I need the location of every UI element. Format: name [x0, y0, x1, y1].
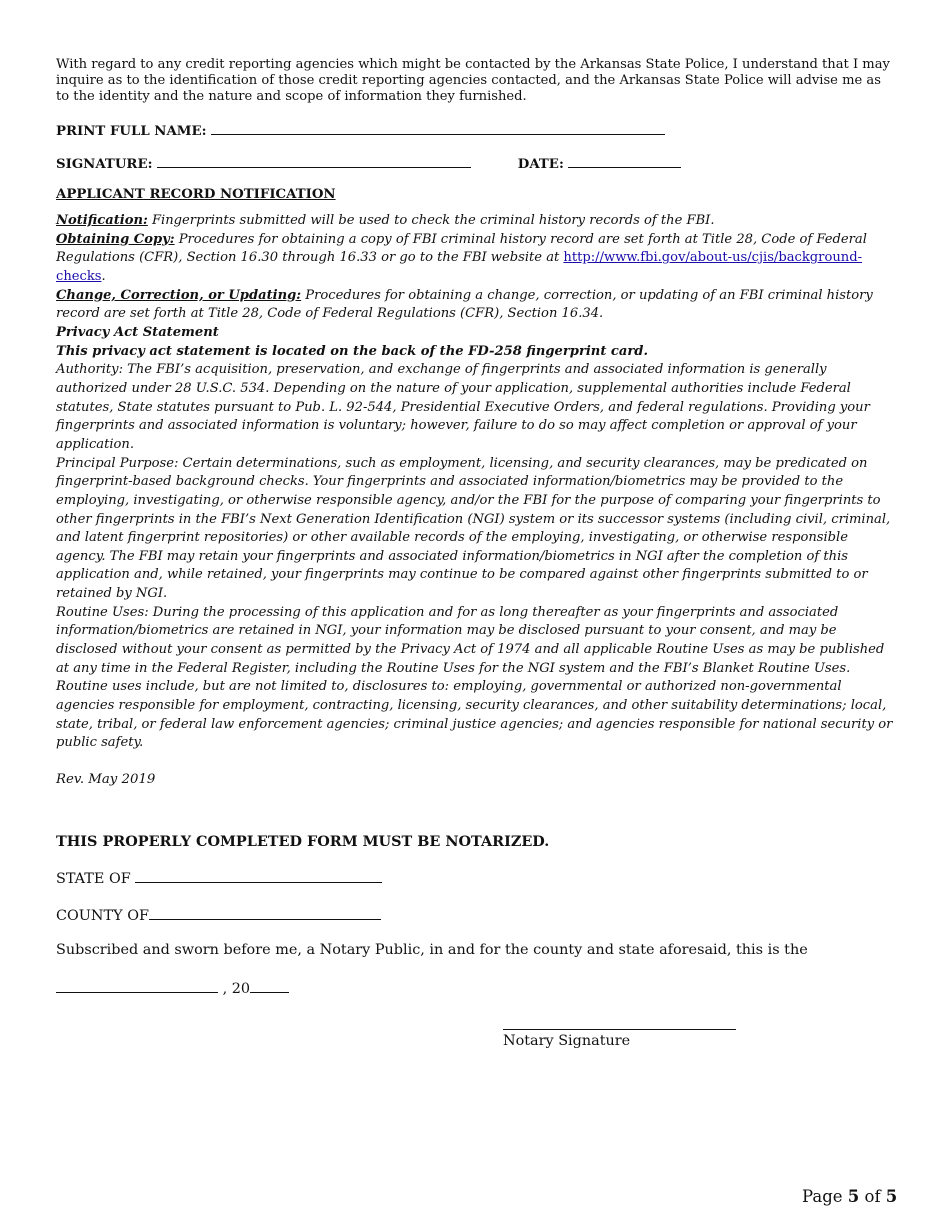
- notary-signature-label: Notary Signature: [503, 1033, 631, 1049]
- obtaining-copy-period: .: [101, 268, 106, 284]
- obtaining-copy-text: Procedures for obtaining a copy of FBI criminal history record are set forth at Title 28, Code of Federal Regulations (CFR), Section 16.30 through 16.33 or go to the FBI website at: [56, 231, 867, 266]
- notary-signature-line[interactable]: [503, 1012, 736, 1030]
- change-label: Change, Correction, or Updating:: [56, 287, 302, 303]
- notification-label: Notification:: [56, 213, 148, 228]
- signature-row: [56, 154, 681, 172]
- privacy-act-title: Privacy Act Statement: [56, 324, 219, 340]
- print-name-row: [56, 121, 665, 139]
- print-name-label: PRINT FULL NAME:: [56, 124, 207, 139]
- page-number: [802, 1187, 897, 1206]
- revision-date: Rev. May 2019: [56, 772, 156, 787]
- county-row: [56, 906, 381, 924]
- sworn-statement: Subscribed and sworn before me, a Notary Public, in and for the county and state aforesaid, this is the: [56, 942, 808, 958]
- notification-text: Fingerprints submitted will be used to check the criminal history records of the FBI.: [147, 213, 715, 228]
- notification-section: [56, 212, 896, 753]
- county-label: COUNTY OF: [56, 908, 149, 924]
- authority-paragraph: Authority: The FBI’s acquisition, preservation, and exchange of fingerprints and associated information is generally authorized under 28 U.S.C. 534. Depending on the nature of your application, supplemental authorities include Federal statutes, State statutes pursuant to Pub. L. 92-544, Presidential Executive Orders, and federal regulations. Providing your fingerprints and associated information is voluntary; however, failure to do so may affect completion or approval of your application.: [56, 362, 870, 452]
- fbi-background-checks-link[interactable]: http://www.fbi.gov/about-us/cjis/background-checks: [56, 250, 862, 284]
- year-prefix: , 20: [222, 981, 251, 997]
- privacy-act-location: This privacy act statement is located on the back of the FD-258 fingerprint card.: [56, 343, 649, 359]
- signature-blank[interactable]: [157, 154, 471, 168]
- county-blank[interactable]: [149, 906, 381, 920]
- obtaining-copy-label: Obtaining Copy:: [56, 231, 175, 247]
- print-name-blank[interactable]: [211, 121, 665, 135]
- page-total: 5: [885, 1187, 898, 1206]
- applicant-record-heading: APPLICANT RECORD NOTIFICATION: [56, 187, 336, 202]
- signature-label: SIGNATURE:: [56, 157, 153, 172]
- notary-signature-block: [503, 1012, 736, 1049]
- sworn-date-row: [56, 979, 289, 997]
- principal-purpose-paragraph: Principal Purpose: Certain determinations, such as employment, licensing, and security clearances, may be predicated on fingerprint-based background checks. Your fingerprints and associated information/biometrics may be provided to the employing, investigating, or otherwise responsible agency, and/or the FBI for the purpose of comparing your fingerprints to other fingerprints in the FBI’s Next Generation Identification (NGI) system or its successor systems (including civil, criminal, and latent fingerprint repositories) or other available records of the employing, investigating, or otherwise responsible agency. The FBI may retain your fingerprints and associated information/biometrics in NGI after the completion of this application and, while retained, your fingerprints may continue to be compared against other fingerprints submitted to or retained by NGI.: [56, 455, 891, 602]
- state-blank[interactable]: [135, 869, 382, 883]
- day-month-blank[interactable]: [56, 979, 218, 993]
- credit-agency-paragraph: With regard to any credit reporting agencies which might be contacted by the Arkansas State Police, I understand that I may inquire as to the identification of those credit reporting agencies contacted, and the Arkansas State Police will advise me as to the identity and the nature and scope of information they furnished.: [56, 57, 890, 105]
- state-row: [56, 869, 382, 887]
- routine-uses-paragraph: Routine Uses: During the processing of this application and for as long thereafter as your fingerprints and associated information/biometrics are retained in NGI, your information may be disclosed pursuant to your consent, and may be disclosed without your consent as permitted by the Privacy Act of 1974 and all applicable Routine Uses as may be published at any time in the Federal Register, including the Routine Uses for the NGI system and the FBI’s Blanket Routine Uses. Routine uses include, but are not limited to, disclosures to: employing, governmental or authorized non-governmental agencies responsible for employment, contracting, licensing, security clearances, and other suitability determinations; local, state, tribal, or federal law enforcement agencies; criminal justice agencies; and agencies responsible for national security or public safety.: [56, 604, 893, 751]
- page-prefix: Page: [802, 1187, 848, 1206]
- date-blank[interactable]: [568, 154, 681, 168]
- obtaining-copy-paragraph: [56, 231, 896, 287]
- year-blank[interactable]: [250, 979, 289, 993]
- change-text: Procedures for obtaining a change, correction, or updating of an FBI criminal history record are set forth at Title 28, Code of Federal Regulations (CFR), Section 16.34.: [56, 287, 873, 322]
- date-label: DATE:: [517, 157, 564, 172]
- change-paragraph: [56, 287, 896, 324]
- notification-paragraph: [56, 212, 896, 231]
- notarize-heading: THIS PROPERLY COMPLETED FORM MUST BE NOTARIZED.: [56, 833, 550, 850]
- page-current: 5: [847, 1187, 860, 1206]
- state-label: STATE OF: [56, 871, 131, 887]
- page-of: of: [859, 1187, 886, 1206]
